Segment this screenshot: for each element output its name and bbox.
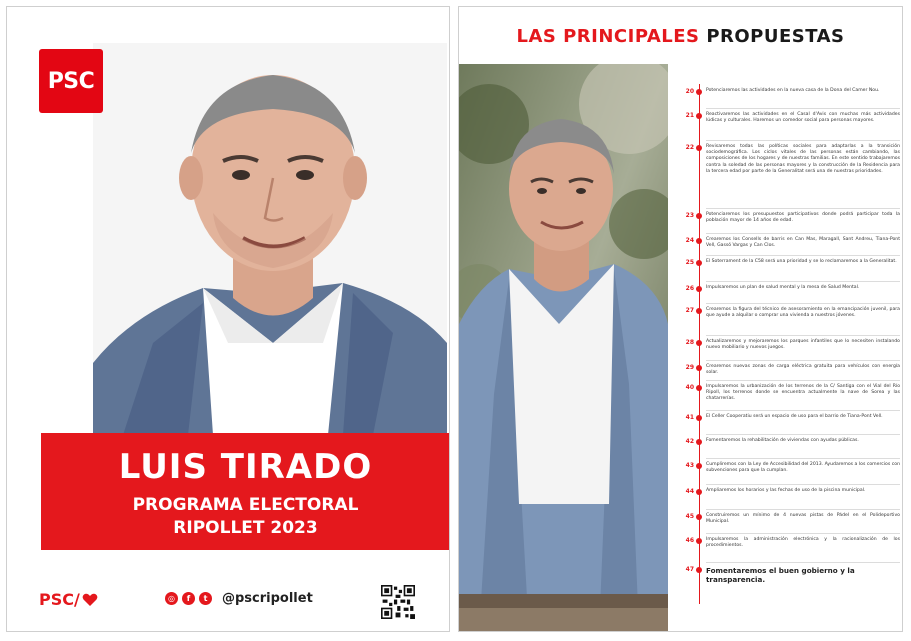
page-title [459, 26, 902, 47]
proposal-number: 43 [685, 462, 694, 469]
timeline-dot [696, 260, 702, 266]
proposal-text: Potenciaremos las actividades en la nueva casa de la Dona del Camer Nou. [706, 88, 880, 93]
proposals-page [458, 6, 903, 632]
social-links [165, 591, 313, 606]
proposal-text: Impulsaremos un plan de salud mental y la mesa de Salud Mental. [706, 285, 860, 290]
proposal-divider [706, 562, 900, 563]
proposal-number: 42 [685, 438, 694, 445]
proposal-number: 27 [685, 307, 694, 314]
proposal-divider [706, 533, 900, 534]
proposal-text: Actualizaremos y mejoraremos los parques infantiles que lo necesiten instalando nuevo mobiliario y nuevos juegos. [706, 339, 900, 351]
timeline-dot [696, 365, 702, 371]
proposal-text: Fomentaremos el buen gobierno y la transparencia. [706, 566, 855, 584]
proposal-text: El Celler Cooperatiu será un espacio de uso para el barrio de Tiana-Pont Vell. [706, 414, 883, 419]
proposal-divider [706, 303, 900, 304]
timeline-dot [696, 489, 702, 495]
proposal-number: 45 [685, 513, 694, 520]
proposal-number: 40 [685, 384, 694, 391]
timeline-dot [696, 286, 702, 292]
title-banner [41, 433, 450, 550]
proposal-number: 41 [685, 414, 694, 421]
proposal-divider [706, 108, 900, 109]
proposal-text: Impulsaremos la urbanización de los terrenos de la C/ Santiga con el Vial del Río Ripoll, los terrenos donde se encuentra actualmente la nave de Sorea y las chatarrerías. [706, 384, 900, 402]
psc-logo-text: PSC [47, 68, 95, 94]
psc-logo [39, 49, 103, 113]
proposal-divider [706, 233, 900, 234]
candidate-photo [459, 64, 668, 632]
timeline-dot [696, 463, 702, 469]
proposal-number: 22 [685, 144, 694, 151]
proposal-number: 25 [685, 259, 694, 266]
candidate-name: LUIS TIRADO [118, 447, 373, 487]
timeline-dot [696, 308, 702, 314]
timeline-dot [696, 340, 702, 346]
proposal-number: 44 [685, 488, 694, 495]
proposal-text: Crearemos nuevas zonas de carga eléctrica gratuita para vehículos con energía solar. [706, 364, 900, 376]
candidate-portrait [93, 43, 447, 435]
proposal-divider [706, 509, 900, 510]
program-title-line2: RIPOLLET 2023 [173, 518, 318, 538]
timeline-dot [696, 439, 702, 445]
qr-code-icon[interactable] [381, 585, 415, 619]
proposal-divider [706, 255, 900, 256]
proposal-divider [706, 360, 900, 361]
proposal-divider [706, 484, 900, 485]
proposal-divider [706, 140, 900, 141]
proposal-text: Reactivaremos las actividades en el Casal d'Avis con muchas más actividades lúdicas y culturales. Haremos un comedor social para personas mayores. [706, 112, 900, 124]
twitter-icon[interactable]: t [199, 592, 212, 605]
proposal-divider [706, 208, 900, 209]
proposal-divider [706, 410, 900, 411]
timeline-dot [696, 514, 702, 520]
proposal-number: 21 [685, 112, 694, 119]
proposal-text: Ampliaremos los horarios y las fechas de uso de la piscina municipal. [706, 488, 866, 493]
proposal-text: Crearemos la figura del técnico de asesoramiento en la emancipación juvenil, para que ayude a alquilar o comprar una vivienda a nuestros jóvenes. [706, 307, 900, 319]
facebook-icon[interactable]: f [182, 592, 195, 605]
program-title-line1: PROGRAMA ELECTORAL [132, 495, 359, 515]
page-title-rest: PROPUESTAS [706, 26, 845, 47]
proposal-number: 20 [685, 88, 694, 95]
proposal-divider [706, 335, 900, 336]
social-handle: @pscripollet [222, 591, 313, 606]
proposal-number: 23 [685, 212, 694, 219]
timeline-dot [696, 538, 702, 544]
instagram-icon[interactable]: ◎ [165, 592, 178, 605]
proposal-number: 24 [685, 237, 694, 244]
page-title-highlight: LAS PRINCIPALES [516, 26, 700, 47]
proposal-number: 46 [685, 537, 694, 544]
proposal-number: 29 [685, 364, 694, 371]
proposal-divider [706, 434, 900, 435]
proposal-text: Fomentaremos la rehabilitación de viviendas con ayudas públicas. [706, 438, 859, 443]
proposal-number: 47 [685, 566, 694, 573]
proposal-text: Revisaremos todas las políticas sociales para adaptarlas a la transición sociodemográfica. Los ciclos vitales de las personas están cambiando, las composiciones de los hogares y de nuestras familias. En este sentido trabajaremos contra la soledad de las personas mayores y la construcción de la Residencia para la tercera edad por parte de la Generalitat será una de nuestras prioridades. [706, 144, 900, 174]
cover-page [6, 6, 450, 632]
proposals-list [668, 64, 903, 632]
timeline-dot [696, 213, 702, 219]
timeline-dot [696, 89, 702, 95]
timeline-dot [696, 113, 702, 119]
proposal-divider [706, 281, 900, 282]
proposal-number: 28 [685, 339, 694, 346]
timeline-dot [696, 385, 702, 391]
proposal-divider [706, 458, 900, 459]
footer-brand-text: PSC/ [39, 590, 80, 609]
proposal-divider [706, 380, 900, 381]
timeline-dot [696, 145, 702, 151]
proposal-text: Potenciaremos los presupuestos participativos donde podrá participar toda la población mayor de 14 años de edad. [706, 212, 900, 224]
heart-icon [82, 593, 98, 607]
proposal-text: Impulsaremos la administración electrónica y la racionalización de los procedimientos. [706, 537, 900, 549]
timeline-dot [696, 415, 702, 421]
proposal-text: El Soterrament de la C58 será una prioridad y se lo reclamaremos a la Generalitat. [706, 259, 897, 264]
timeline-dot [696, 238, 702, 244]
proposal-text: Construiremos un mínimo de 4 nuevas pistas de Pádel en el Polideportivo Municipal. [706, 513, 900, 525]
proposal-text: Cumpliremos con la Ley de Accesibilidad del 2013. Ayudaremos a los comercios con subvenciones para que la cumplan. [706, 462, 900, 474]
footer-brand [39, 590, 98, 609]
proposal-text: Crearemos los Consells de barris en Can Mas, Maragall, Sant Andreu, Tiana-Pont Vell, Gassó Vargas y Can Clos. [706, 237, 900, 249]
timeline-dot [696, 567, 702, 573]
proposal-number: 26 [685, 285, 694, 292]
